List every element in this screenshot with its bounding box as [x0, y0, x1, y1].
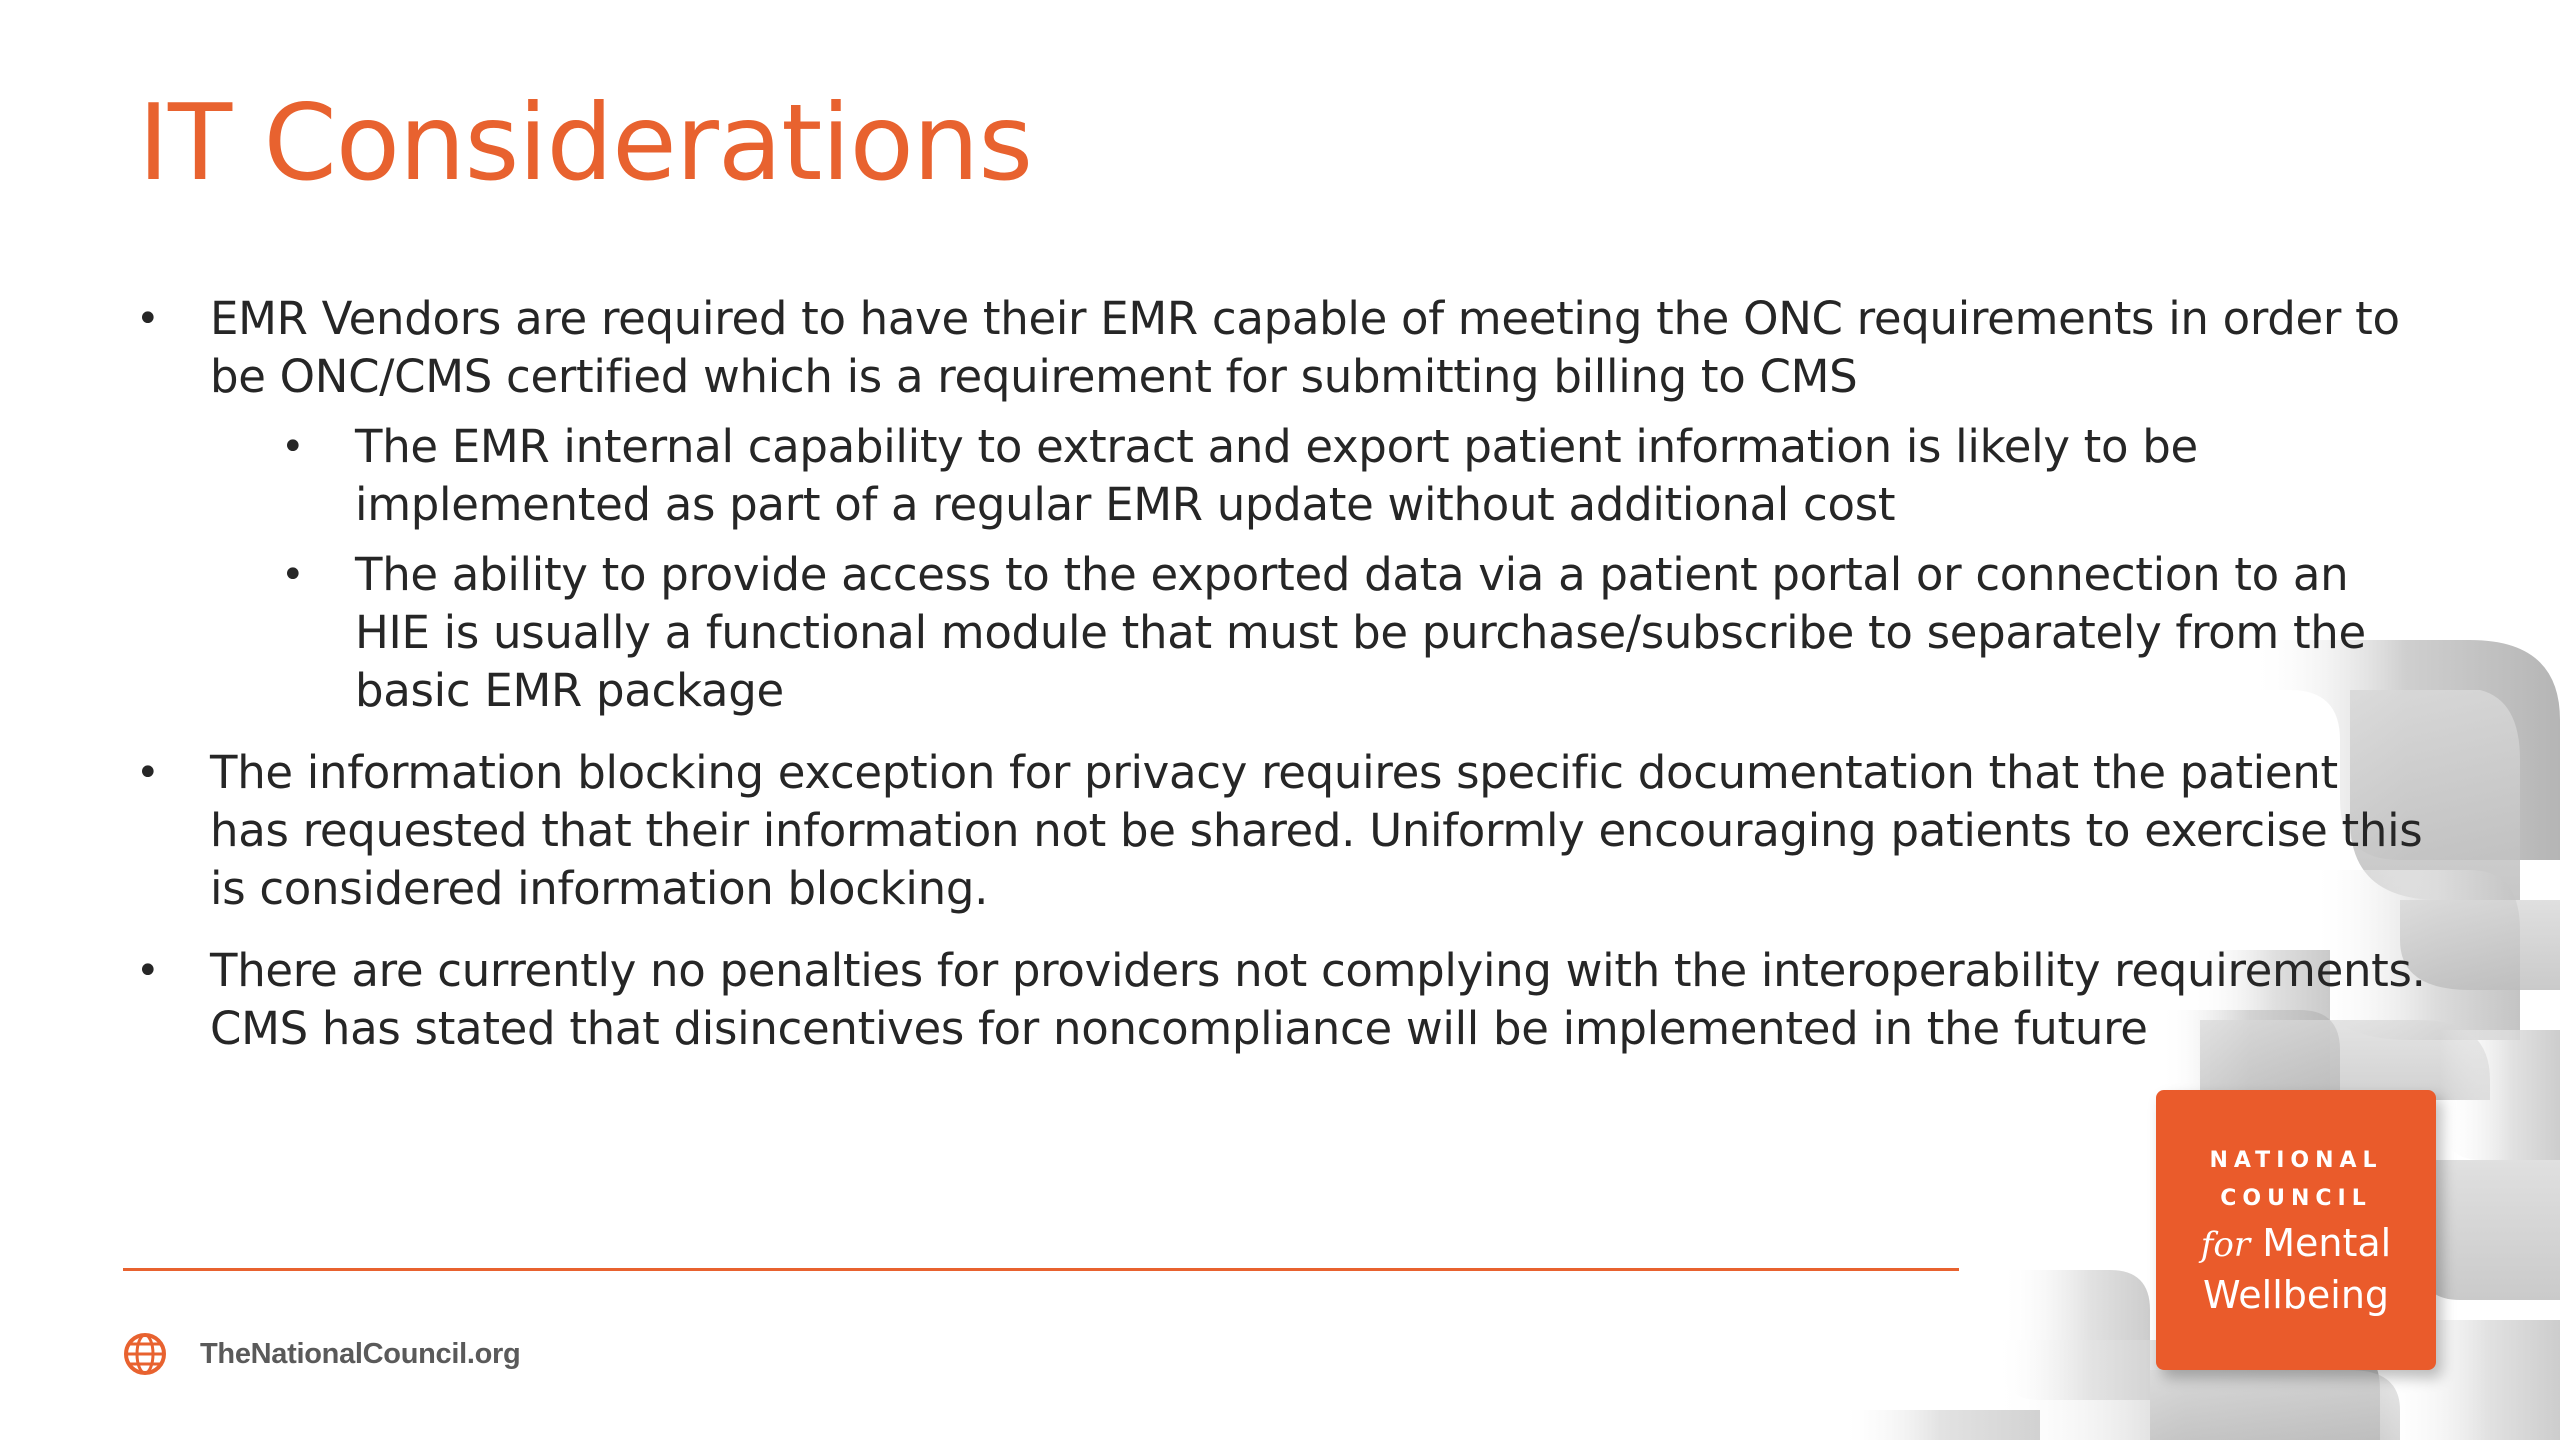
bullet-item	[130, 744, 2430, 918]
bullet-marker: •	[136, 296, 160, 342]
globe-icon	[123, 1332, 167, 1376]
footer-divider	[123, 1268, 1959, 1271]
logo-line-wellbeing: Wellbeing	[2202, 1273, 2390, 1317]
slide-title: IT Considerations	[138, 82, 1033, 204]
sub-bullet-item	[275, 418, 2430, 534]
bullet-text: EMR Vendors are required to have their EMR capable of meeting the ONC requirements in order to be ONC/CMS certified which is a requirement for submitting billing to CMS	[210, 292, 2400, 403]
bullet-list	[130, 290, 2430, 1082]
bullet-marker: •	[136, 948, 160, 994]
national-council-logo	[2156, 1090, 2436, 1370]
sub-bullet-item	[275, 546, 2430, 720]
sub-bullet-text: The ability to provide access to the exported data via a patient portal or connection to an HIE is usually a functional module that must be purchase/subscribe to separately from the basic EMR package	[355, 548, 2366, 717]
logo-line-mental	[2156, 1218, 2436, 1270]
bullet-text: There are currently no penalties for providers not complying with the interoperability requirements. CMS has stated that disincentives for noncompliance will be implemented in the future	[210, 944, 2426, 1055]
logo-line-council: COUNCIL	[2220, 1186, 2372, 1211]
bullet-item	[130, 290, 2430, 406]
bullet-item	[130, 942, 2430, 1058]
bullet-marker: •	[136, 750, 160, 796]
footer-website-link[interactable]: TheNationalCouncil.org	[200, 1338, 521, 1370]
logo-for: for	[2200, 1225, 2251, 1265]
bullet-text: The information blocking exception for privacy requires specific documentation that the patient has requested that their information not be shared. Uniformly encouraging patients to exercise this is considered information blocking.	[210, 746, 2423, 915]
sub-bullet-text: The EMR internal capability to extract and export patient information is likely to be implemented as part of a regular EMR update without additional cost	[355, 420, 2198, 531]
bullet-marker: •	[281, 424, 305, 470]
bullet-marker: •	[281, 552, 305, 598]
logo-mental: Mental	[2262, 1221, 2392, 1265]
logo-line-national: NATIONAL	[2209, 1148, 2383, 1173]
